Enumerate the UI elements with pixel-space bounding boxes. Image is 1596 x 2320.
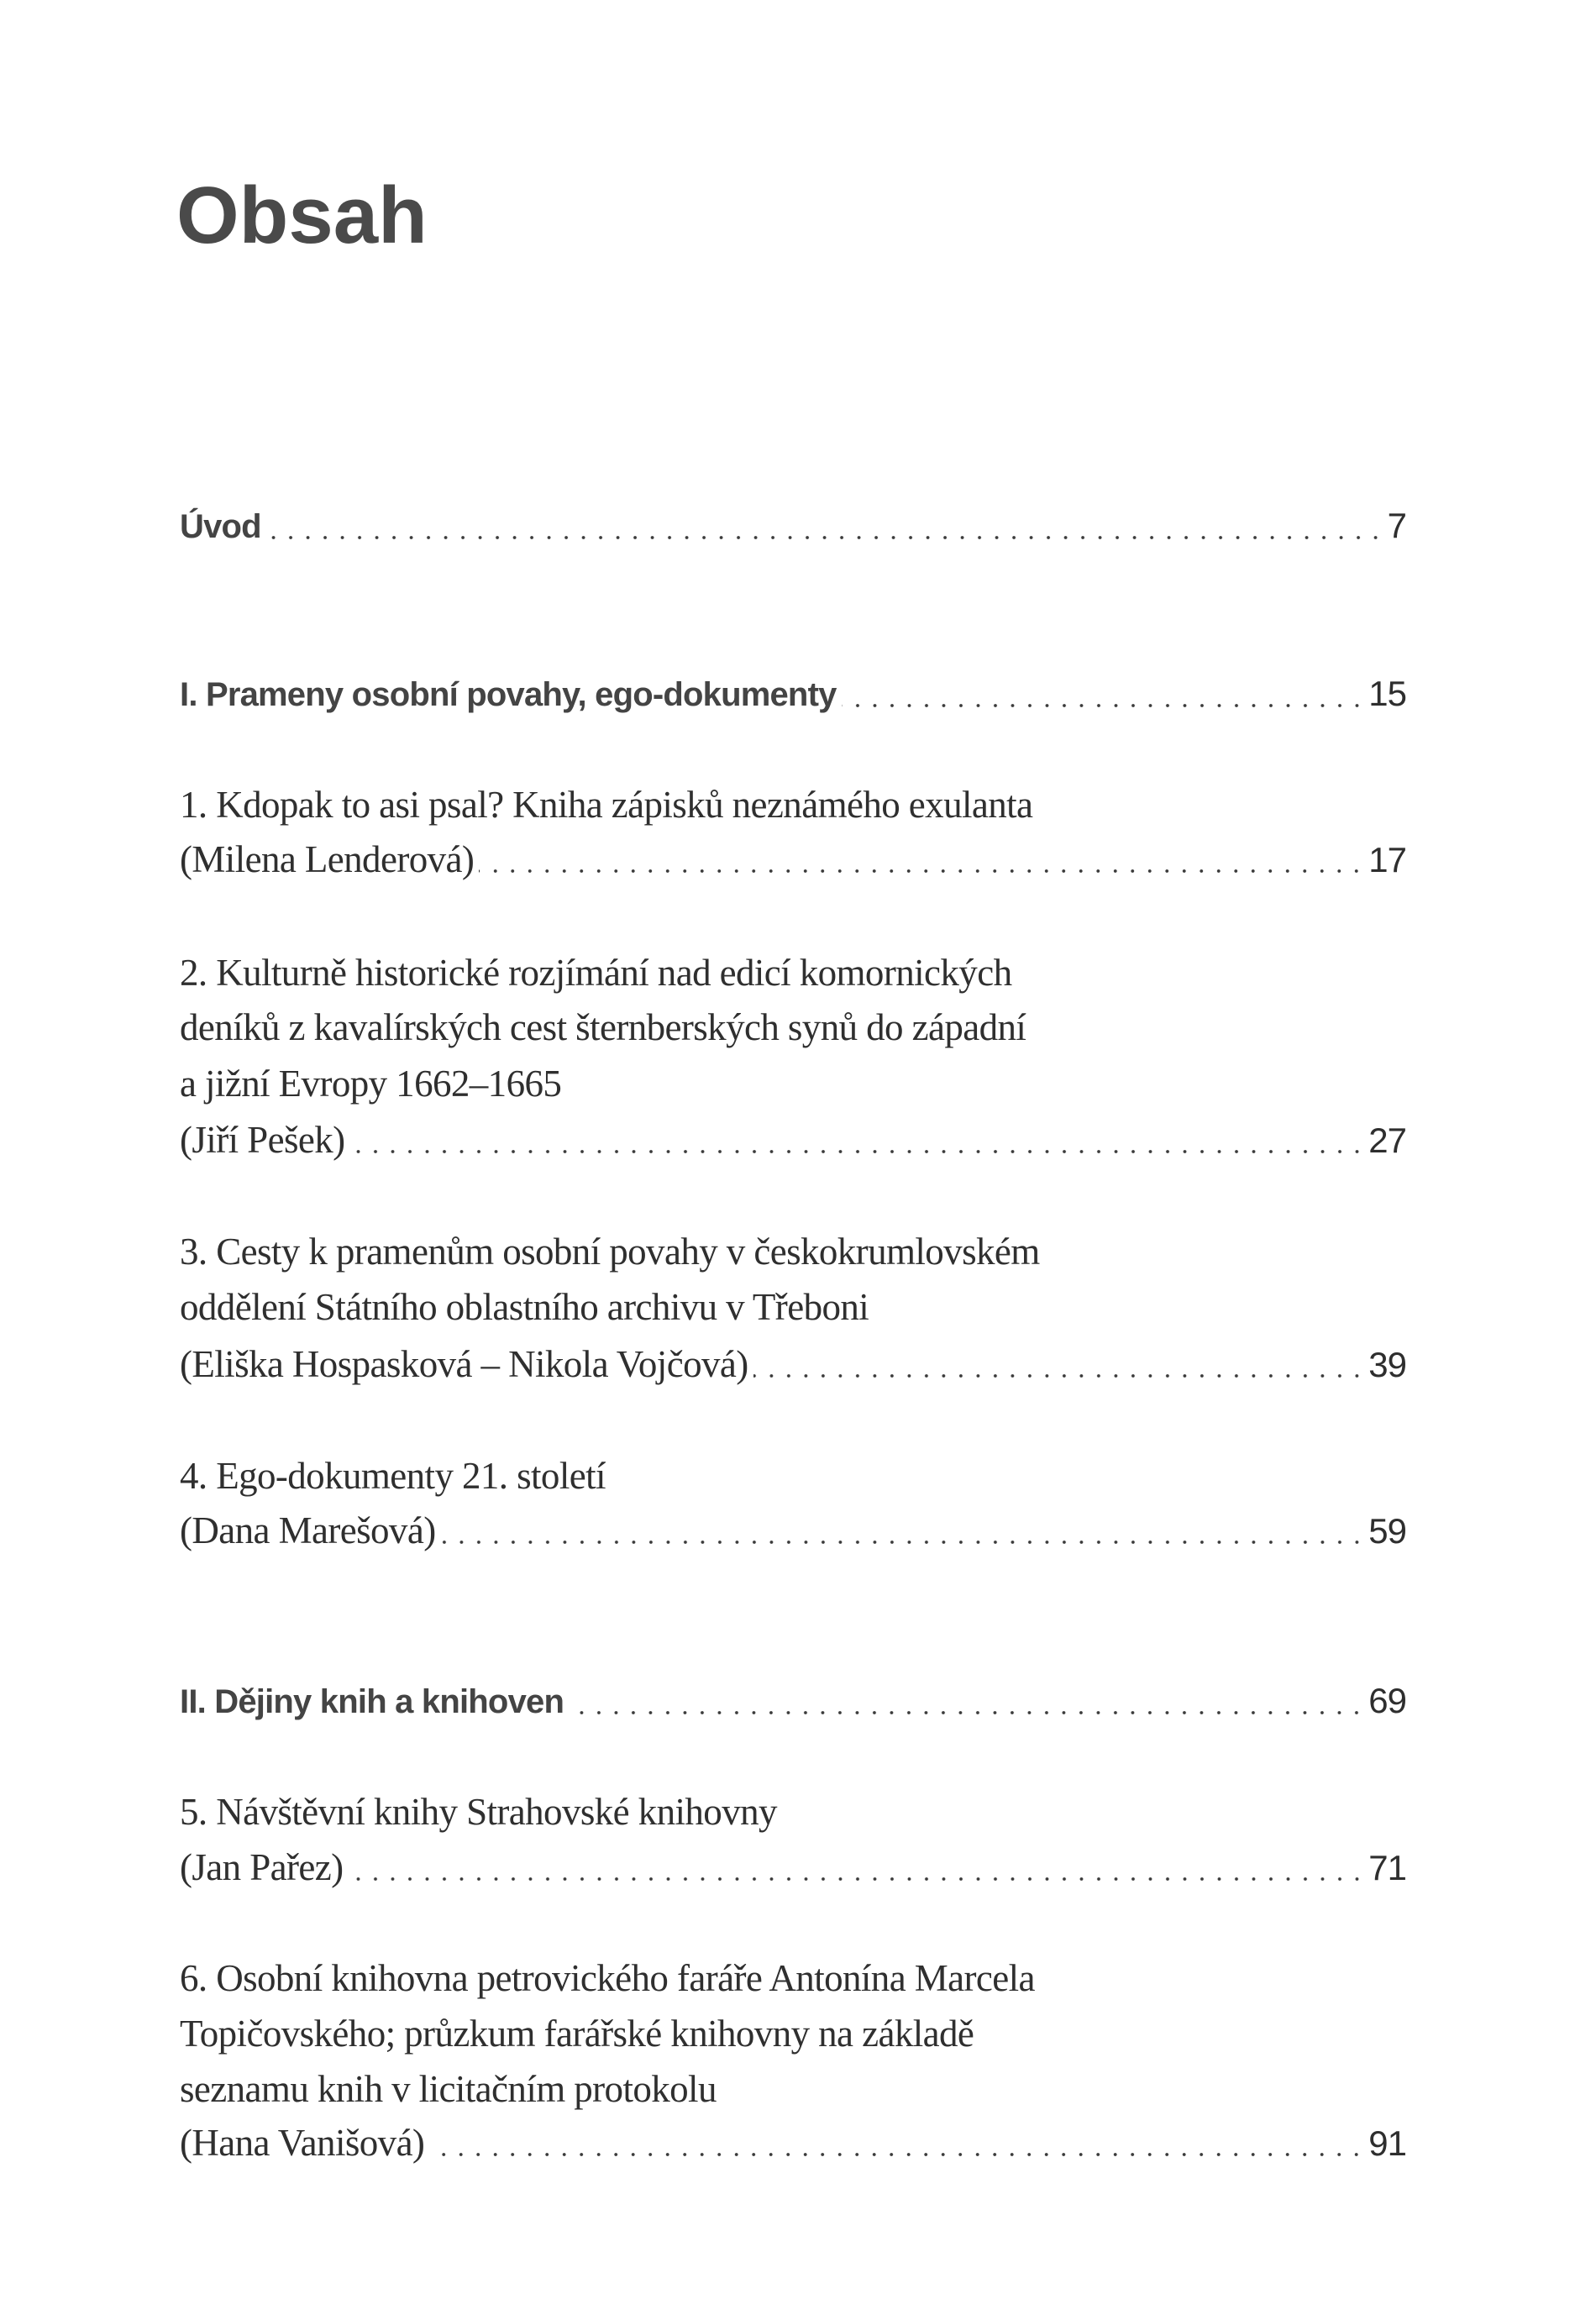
dot-leader bbox=[429, 2115, 1365, 2170]
dot-leader bbox=[350, 1112, 1366, 1168]
toc-chapter-author: (Milena Lenderová) bbox=[180, 838, 475, 880]
toc-chapter-title-line: 6. Osobní knihovna petrovického faráře Antonína Marcela bbox=[180, 1957, 1035, 1999]
toc-chapter-author: (Jiří Pešek) bbox=[180, 1119, 345, 1161]
toc-page-number: 17 bbox=[1368, 840, 1406, 879]
toc-chapter-2[interactable] bbox=[180, 1112, 1406, 1168]
toc-chapter-3[interactable] bbox=[180, 1336, 1406, 1392]
toc-chapter-title-line: seznamu knih v licitačním protokolu bbox=[180, 2068, 717, 2110]
toc-chapter-author: (Jan Pařez) bbox=[180, 1846, 344, 1888]
toc-chapter-title-line: 2. Kulturně historické rozjímání nad edicí komornických bbox=[180, 952, 1012, 994]
page-title: Obsah bbox=[176, 171, 428, 260]
toc-chapter-title-line: 1. Kdopak to asi psal? Kniha zápisků neznámého exulanta bbox=[180, 784, 1033, 826]
toc-page-number: 15 bbox=[1368, 674, 1406, 713]
toc-chapter-4[interactable] bbox=[180, 1503, 1406, 1558]
toc-part-2[interactable] bbox=[180, 1673, 1406, 1729]
dot-leader bbox=[349, 1840, 1366, 1895]
toc-chapter-title-line: 4. Ego-dokumenty 21. století bbox=[180, 1455, 606, 1497]
toc-page-number: 39 bbox=[1368, 1345, 1406, 1384]
dot-leader bbox=[479, 832, 1365, 887]
dot-leader bbox=[569, 1673, 1365, 1729]
toc-part-1[interactable] bbox=[180, 666, 1406, 722]
dot-leader bbox=[441, 1503, 1366, 1558]
toc-chapter-title-line: 5. Návštěvní knihy Strahovské knihovny bbox=[180, 1791, 777, 1833]
toc-chapter-title-line: 3. Cesty k pramenům osobní povahy v českokrumlovském bbox=[180, 1231, 1040, 1273]
toc-part-title: I. Prameny osobní povahy, ego-dokumenty bbox=[180, 676, 837, 713]
toc-page-number: 71 bbox=[1368, 1848, 1406, 1887]
toc-page-number: 69 bbox=[1368, 1681, 1406, 1720]
toc-chapter-title-line: a jižní Evropy 1662–1665 bbox=[180, 1063, 562, 1105]
toc-page-number: 27 bbox=[1368, 1121, 1406, 1160]
toc-chapter-title-line: Topičovského; průzkum farářské knihovny na základě bbox=[180, 2013, 974, 2055]
dot-leader bbox=[266, 498, 1384, 554]
toc-part-title: II. Dějiny knih a knihoven bbox=[180, 1683, 564, 1720]
toc-chapter-author: (Hana Vanišová) bbox=[180, 2122, 425, 2164]
toc-chapter-5[interactable] bbox=[180, 1840, 1406, 1895]
toc-page-number: 59 bbox=[1368, 1511, 1406, 1551]
toc-chapter-author: (Eliška Hospasková – Nikola Vojčová) bbox=[180, 1343, 748, 1385]
toc-page-number: 91 bbox=[1368, 2123, 1406, 2163]
toc-chapter-title-line: deníků z kavalírských cest šternberských synů do západní bbox=[180, 1006, 1026, 1048]
toc-chapter-author: (Dana Marešová) bbox=[180, 1509, 436, 1551]
toc-chapter-title-line: oddělení Státního oblastního archivu v Třeboni bbox=[180, 1286, 869, 1328]
dot-leader bbox=[842, 666, 1366, 722]
dot-leader bbox=[753, 1336, 1366, 1392]
toc-entry-title: Úvod bbox=[180, 508, 261, 545]
toc-entry-intro[interactable] bbox=[180, 498, 1406, 554]
toc-chapter-6[interactable] bbox=[180, 2115, 1406, 2170]
toc-chapter-1[interactable] bbox=[180, 832, 1406, 887]
toc-page-number: 7 bbox=[1387, 506, 1406, 545]
